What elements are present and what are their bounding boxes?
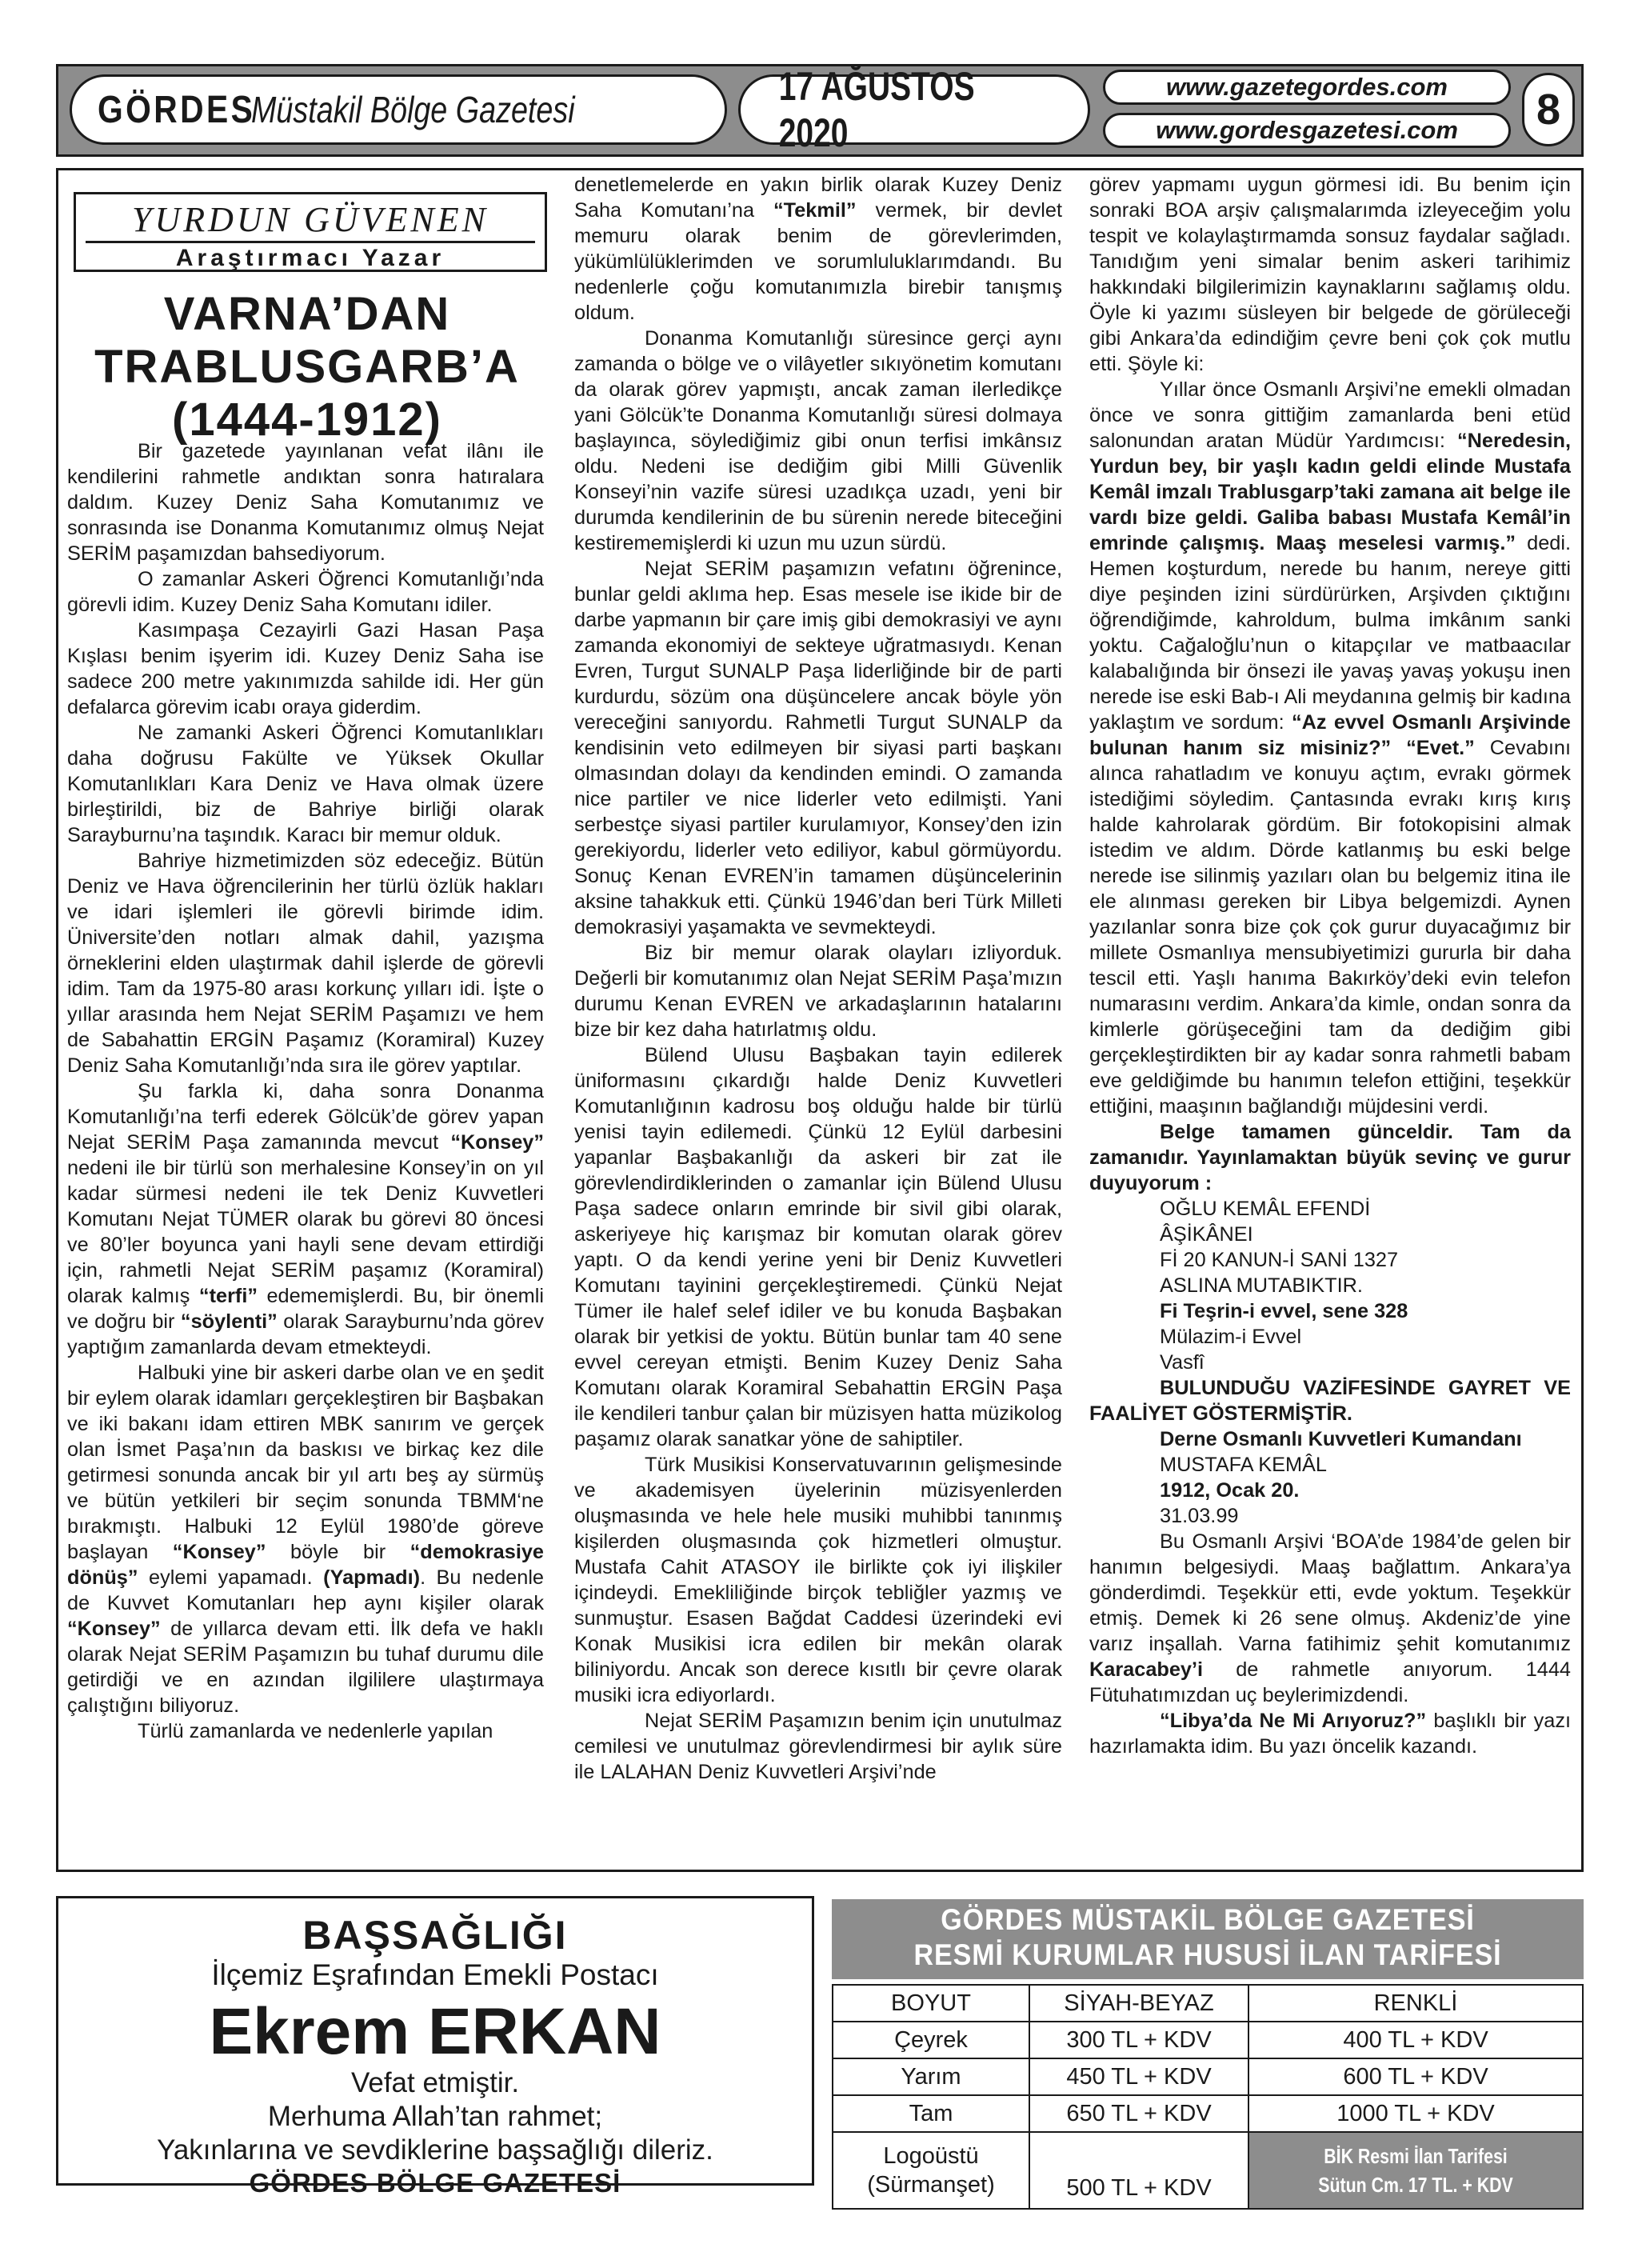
document-line: ASLINA MUTABIKTIR. xyxy=(1160,1274,1363,1297)
paragraph: Nejat SERİM Paşamızın benim için unutulmaz cemilesi ve unutulmaz görevlendirmesi bir aylık süre ile LALAHAN Deniz Kuvvetleri Arşivi’nde xyxy=(574,1710,1062,1783)
column-header: RENKLİ xyxy=(1248,1985,1583,2022)
table-cell: 450 TL + KDV xyxy=(1029,2058,1248,2095)
document-line: BULUNDUĞU VAZİFESİNDE GAYRET VE FAALİYET GÖSTERMİŞTİR. xyxy=(1089,1377,1571,1425)
paragraph: Bahriye hizmetimizden söz edeceğiz. Bütün Deniz ve Hava öğrencilerinin her türlü özlük hakları ve idari işlemleri ile görevli birimde idim. Üniversite’den notları almak dahil, yazışma örneklerini elden ulaştırmak dahil işlerde de görevli idim. Tam da 1975-80 arası korkunç yılları idi. İşte o yıllar arasında hem Nejat SERİM Paşamızı ve hem de Sabahattin ERGİN Paşamız (Koramiral) Kuzey Deniz Saha Komutanlığı’nda sıra ile görev yaptılar. xyxy=(67,850,544,1077)
headline-line-2: TRABLUSGARB’A xyxy=(94,341,520,393)
author-name: YURDUN GÜVENEN xyxy=(132,200,489,239)
table-cell: 1000 TL + KDV xyxy=(1248,2095,1583,2132)
paragraph: görev yapmamı uygun görmesi idi. Bu benim için sonraki BOA arşiv çalışmalarımda izleyeceğim yolu tespit ve kolaylaştırmamda sonsuz faydalar sağladı. Tanıdığım yeni simalar benim askeri tarihimiz hakkındaki bilgilerimizin kaynaklarını sağlamış oldu. Öyle ki yazımı süsleyen bir belgede de görüleceği gibi Ankara’da edindiğim çevre beni çok çok mutlu etti. Şöyle ki: xyxy=(1089,174,1571,375)
condolence-line: Merhuma Allah’tan rahmet; xyxy=(267,2101,603,2132)
tariff-header xyxy=(832,1899,1584,1979)
newspaper-name: GÖRDES xyxy=(98,88,256,131)
headline-line-3: (1444-1912) xyxy=(172,394,442,446)
tariff-header-line-1: GÖRDES MÜSTAKİL BÖLGE GAZETESİ xyxy=(941,1903,1475,1936)
document-line: ÂŞİKÂNEI xyxy=(1160,1223,1253,1246)
website-url-1[interactable]: www.gazetegordes.com xyxy=(1166,73,1448,101)
condolence-line: Vefat etmiştir. xyxy=(350,2067,520,2098)
table-cell: 400 TL + KDV xyxy=(1248,2022,1583,2058)
paragraph: Halbuki yine bir askeri darbe olan ve en şedit bir eylem olarak idamları gerçekleştiren bir Başbakan ve iki bakanı idam ettiren MBK sanırım ve gerçek olan İsmet Paşa’nın da baskısı ve birkaç kez dile getirmesi sonunda ancak bir yıl artı beş ay sürmüş ve bütün yetkileri bir seçim sonunda TBMM‘ne bırakmıştı. Halbuki 12 Eylül 1980’de göreve başlayan “Konsey” böyle bir “demokrasiye dönüş” eylemi yapamadı. (Yapmadı). Bu nedenle de Kuvvet Komutanları hep aynı kişiler olarak “Konsey” de yıllarca devam etti. İlk defa ve haklı olarak Nejat SERİM Paşamızın bu tuhaf durumu dile getirdiği ve en azından ilgililere ulaştırmaya çalıştığını biliyoruz. xyxy=(67,1362,545,1717)
website-link-1[interactable] xyxy=(1103,70,1511,105)
table-row xyxy=(833,2058,1583,2095)
paragraph: Türlü zamanlarda ve nedenlerle yapılan xyxy=(138,1720,493,1742)
paragraph: Bülend Ulusu Başbakan tayin edilerek üniformasını çıkardığı halde Deniz Kuvvetleri Komutanlığının kadrosu boş olduğu halde bir türlü yenisi tayin edilemedi. Çünkü 12 Eylül darbesini yapanlar Başbakanlığı da askeri bir zat ile görevlendirdiklerinden o zamanlar için Bülend Ulusu Paşa sadece onların emrinde bir sivil gibi olarak, askeriyeye hiç karışmaz bir komutan olarak görev yaptı. O da kendi yerine yeni bir Deniz Kuvvetleri Komutanı tayinini gerçekleştiremedi. Çünkü Nejat Tümer ile halef selef idiler ve bu konuda Başbakan olarak bir yetkisi de yoktu. Bütün bunlar tam 40 sene evvel cereyan etmişti. Benim Kuzey Deniz Saha Komutanı olarak Koramiral Sebahattin ERGİN Paşa ile kendileri tanbur çalan bir müzisyen hatta müzikolog paşamız olarak sanatkar yöne de sahiptiler. xyxy=(574,1044,1062,1450)
size-label: (Sürmanşet) xyxy=(867,2172,995,2198)
paragraph: Nejat SERİM paşamızın vefatını öğrenince, bunlar geldi aklıma hep. Esas mesele ise ikide bir de darbe yapmanın bir çare imiş gibi demokrasiyi ve aynı zamanda ekonomiyi de sekteye uğratmasıydı. Kenan Evren, Turgut SUNALP Paşa liderliğinde bir de parti kurdurdu, sözüm ona düşüncelere ancak böyle yön vereceğini sanıyordu. Rahmetli Turgut SUNALP da kendisinin veto edilmeyen bir siyasi parti başkanı olmasından dolayı da kendinden emindi. O zamanda nice partiler ve nice liderler veto edilmişti. Yani serbestçe siyasi partiler kurulamıyor, Konsey’den izin gerekiyordu, liderler veto ediliyor, kabul görmüyordu. Sonuç Kenan EVREN’in tamamen düşüncelerinin aksine tahakkuk etti. Çünkü 1946’dan beri Türk Milleti demokrasiyi yaşamakta ve sevmekteydi. xyxy=(574,558,1062,938)
paragraph: “Libya’da Ne Mi Arıyoruz?” başlıklı bir yazı hazırlamakta idim. Bu yazı öncelik kazandı. xyxy=(1089,1710,1572,1758)
article-column-1 xyxy=(67,438,544,1744)
page-number-text: 8 xyxy=(1536,86,1561,134)
table-cell: 300 TL + KDV xyxy=(1029,2022,1248,2058)
table-cell: 500 TL + KDV xyxy=(1029,2132,1248,2209)
document-line: MUSTAFA KEMÂL xyxy=(1160,1454,1327,1476)
table-cell: 600 TL + KDV xyxy=(1248,2058,1583,2095)
paragraph: Belge tamamen günceldir. Tam da zamanıdır. Yayınlamaktan büyük sevinç ve gurur duyuyorum : xyxy=(1089,1121,1571,1194)
tariff-header-line-2: RESMİ KURUMLAR HUSUSİ İLAN TARİFESİ xyxy=(913,1938,1502,1971)
author-box xyxy=(74,192,547,272)
size-label: Logoüstü xyxy=(883,2143,979,2169)
document-line: Derne Osmanlı Kuvvetleri Kumandanı xyxy=(1160,1428,1522,1450)
deceased-name: Ekrem ERKAN xyxy=(209,1995,661,2068)
paragraph: denetlemelerde en yakın birlik olarak Kuzey Deniz Saha Komutanı’na “Tekmil” vermek, bir devlet memuru olarak benim de görevlerimden, yükümlülüklerimden ve sorumluluklarımdandı. Bu nedenlerle çoğu komutanımızla birebir tanışmış oldum. xyxy=(574,174,1062,324)
condolence-line: İlçemiz Eşrafından Emekli Postacı xyxy=(211,1958,659,1991)
newspaper-subtitle: Müstakil Bölge Gazetesi xyxy=(251,89,575,130)
website-link-2[interactable] xyxy=(1103,113,1511,148)
condolence-signature: GÖRDES BÖLGE GAZETESİ xyxy=(249,2168,621,2198)
condolence-title: BAŞSAĞLIĞI xyxy=(302,1913,568,1958)
document-line: Fİ 20 KANUN-İ SANİ 1327 xyxy=(1160,1249,1399,1271)
bik-line-1: BİK Resmi İlan Tarifesi xyxy=(1324,2144,1508,2168)
paragraph: Ne zamanki Askeri Öğrenci Komutanlıkları daha doğrusu Fakülte ve Yüksek Okullar Komutanlıkları Kara Deniz ve Hava olmak üzere birleştirildi, biz de Bahriye birliği olarak Sarayburnu’na taşındık. Karacı bir memur olduk. xyxy=(67,722,544,846)
masthead xyxy=(56,64,1584,157)
column-header: SİYAH-BEYAZ xyxy=(1029,1985,1248,2022)
paragraph: O zamanlar Askeri Öğrenci Komutanlığı’nda görevli idim. Kuzey Deniz Saha Komutanı idiler. xyxy=(67,568,544,616)
table-row xyxy=(833,2132,1583,2209)
condolence-notice xyxy=(56,1896,814,2198)
table-cell: Çeyrek xyxy=(833,2022,1029,2058)
document-line: 1912, Ocak 20. xyxy=(1160,1479,1300,1502)
ad-tariff xyxy=(832,1899,1584,2210)
article-column-3 xyxy=(1089,172,1571,1759)
bik-line-2: Sütun Cm. 17 TL. + KDV xyxy=(1318,2173,1513,2197)
paragraph: Bir gazetede yayınlanan vefat ilânı ile kendilerini rahmetle andıktan sonra hatıralara daldım. Kuzey Deniz Saha Komutanımız ve sonrasında ise Donanma Komutanımız olmuş Nejat SERİM paşamızdan bahsediyorum. xyxy=(67,440,544,565)
document-line: 31.03.99 xyxy=(1160,1505,1239,1527)
author-role: Araştırmacı Yazar xyxy=(86,241,535,274)
headline-line-1: VARNA’DAN xyxy=(163,288,451,340)
document-line: OĞLU KEMÂL EFENDİ xyxy=(1160,1198,1371,1220)
issue-date-text: 17 AĞUSTOS 2020 xyxy=(778,64,975,155)
paragraph: Türk Musikisi Konservatuvarının gelişmesinde ve akademisyen üyelerinin müzisyenlerden oluşmasında ve hele hele musiki muhibbi tanınmış kişilerden oluşmasında çok hizmetleri olmuştur. Mustafa Cahit ATASOY ile birlikte çok iyi ilişkiler içindeydi. Emekliliğinde birçok tebliğler yazmış ve sunmuştur. Esasen Bağdat Caddesi üzerindeki evi Konak Musikisi icra edilen bir mekân olarak biliniyordu. Ancak son derece kısıtlı bir çevre olarak musiki icra ediyorlardı. xyxy=(574,1454,1062,1706)
table-cell: 650 TL + KDV xyxy=(1029,2095,1248,2132)
paragraph: Şu farkla ki, daha sonra Donanma Komutanlığı’na terfi ederek Gölcük’de görev yapan Nejat SERİM Paşa zamanında mevcut “Konsey” nedeni ile bir türlü son merhalesine Konsey’in on yıl kadar sürmesi nedeni ile tek Deniz Kuvvetleri Komutanı Nejat TÜMER olarak bu görevi 80 öncesi ve 80’ler boyunca yani hayli sene devam ettirdiği için, rahmetli Nejat SERİM paşamız (Koramiral) olarak kalmış “terfi” edememişlerdi. Bu, bir önemli ve doğru bir “söylenti” olarak Sarayburnu’nda görev yaptığım zamanlarda devam etmekteydi. xyxy=(67,1080,544,1358)
paragraph: Kasımpaşa Cezayirli Gazi Hasan Paşa Kışlası benim işyerim idi. Kuzey Deniz Saha ise sadece 200 metre yakınımızda sahilde idi. Her gün defalarca görevim icabı oraya giderdim. xyxy=(67,619,544,718)
document-line: Mülazim-i Evvel xyxy=(1160,1326,1302,1348)
document-line: Fi Teşrin-i evvel, sene 328 xyxy=(1160,1300,1408,1322)
paragraph: Bu Osmanlı Arşivi ‘BOA’de 1984’de gelen bir hanımın belgesiydi. Maaş bağlattım. Ankara’ya gönderdimdi. Teşekkür etti, evde yoktum. Teşekkür etmiş. Demek ki 26 sene olmuş. Akdeniz’de yine varız inşallah. Varna fatihimiz şehit komutanımız Karacabey’i de rahmetle anıyorum. 1444 Fütuhatımızdan uç beylerimizdendi. xyxy=(1089,1530,1571,1706)
paragraph: Donanma Komutanlığı süresince gerçi aynı zamanda o bölge ve o vilâyetler sıkıyönetim komutanı da olarak görev yapmıştı, ancak zaman ilerledikçe yani Gölcük’te Donanma Komutanlığı süresi dolmaya başlayınca, söylediğimiz gibi onun terfisi imkânsız oldu. Nedeni ise dediğim gibi Milli Güvenlik Konseyi’nin vazife süresi uzadıkça uzadı, yeni bir durumda kendilerinin de bu sürenin nerede biteceğini kestirememişlerdi ki uzun mu uzun sürdü. xyxy=(574,327,1062,554)
website-url-2[interactable]: www.gordesgazetesi.com xyxy=(1156,116,1458,144)
table-cell xyxy=(833,2132,1029,2209)
column-header: BOYUT xyxy=(833,1985,1029,2022)
document-line: Vasfî xyxy=(1160,1351,1205,1374)
tariff-table xyxy=(832,1984,1584,2210)
bik-tariff-note xyxy=(1248,2132,1583,2209)
page-number xyxy=(1522,73,1575,146)
table-header-row xyxy=(833,1985,1583,2022)
issue-date xyxy=(738,64,1090,155)
article-column-2 xyxy=(574,172,1062,1785)
table-cell: Tam xyxy=(833,2095,1029,2132)
article-headline xyxy=(67,288,547,446)
masthead-title xyxy=(70,74,727,145)
table-row xyxy=(833,2022,1583,2058)
table-cell: Yarım xyxy=(833,2058,1029,2095)
paragraph: Biz bir memur olarak olayları izliyorduk. Değerli bir komutanımız olan Nejat SERİM Paşa’mızın durumu Kenan EVREN ve arkadaşlarının hatalarını bize bir kez daha hatırlatmış oldu. xyxy=(574,942,1062,1041)
table-row xyxy=(833,2095,1583,2132)
condolence-line: Yakınlarına ve sevdiklerine başsağlığı dileriz. xyxy=(157,2134,713,2166)
paragraph: Yıllar önce Osmanlı Arşivi’ne emekli olmadan önce ve sonra gittiğim zamanlarda beni etüd salonundan aratan Müdür Yardımcısı: “Neredesin, Yurdun bey, bir yaşlı kadın geldi elinde Mustafa Kemâl imzalı Trablusgarp’taki zamana ait belge ile vardı bize geldi. Galiba babası Mustafa Kemâl’in emrinde çalışmış. Maaş meselesi varmış.” dedi. Hemen koşturdum, nerede bu hanım, nereye gitti diye peşinden izini sürdürürken, Arşivden çıktığını öğrendiğimde, kahroldum, bulma imkânım sanki yoktu. Cağaloğlu’nun o kitapçılar ve matbaacılar kalabalığında bir önsezi ile yavaş yavaş yokuşu inen nerede ise eski Bab-ı Ali meydanına gelmiş bir kadına yaklaştım ve sordum: “Az evvel Osmanlı Arşivinde bulunan hanım siz misiniz?” “Evet.” Cevabını alınca rahatladım ve konuyu açtım, evrakı görmek istediğimi söyledim. Çantasında evrakı kırış kırış halde kahrolarak gördüm. Bir fotokopisini almak istedim ve aldım. Dörde katlanmış bu eski belge nerede ise silinmiş yazıları olan bu belgemiz itina ile ele alınması gereken bir Libya belgemizdi. Aynen yazılanlar sonra bize çok çok gurur duyacağımız bir millete Osmanlıya mensubiyetimizi gururla bir daha tescil etti. Yaşlı hanıma Bakırköy’deki evin telefon numarasını verdim. Ankara’da kimle, ondan sonra da kimlerle görüşeceğini tam da dediğim gibi gerçekleştirdikten bir ay kadar sonra rahmetli babam eve geldiğimde bu hanımın telefon ettiğini, teşekkür ettiğini, maaşının bağlandığı müjdesini verdi. xyxy=(1089,378,1572,1118)
